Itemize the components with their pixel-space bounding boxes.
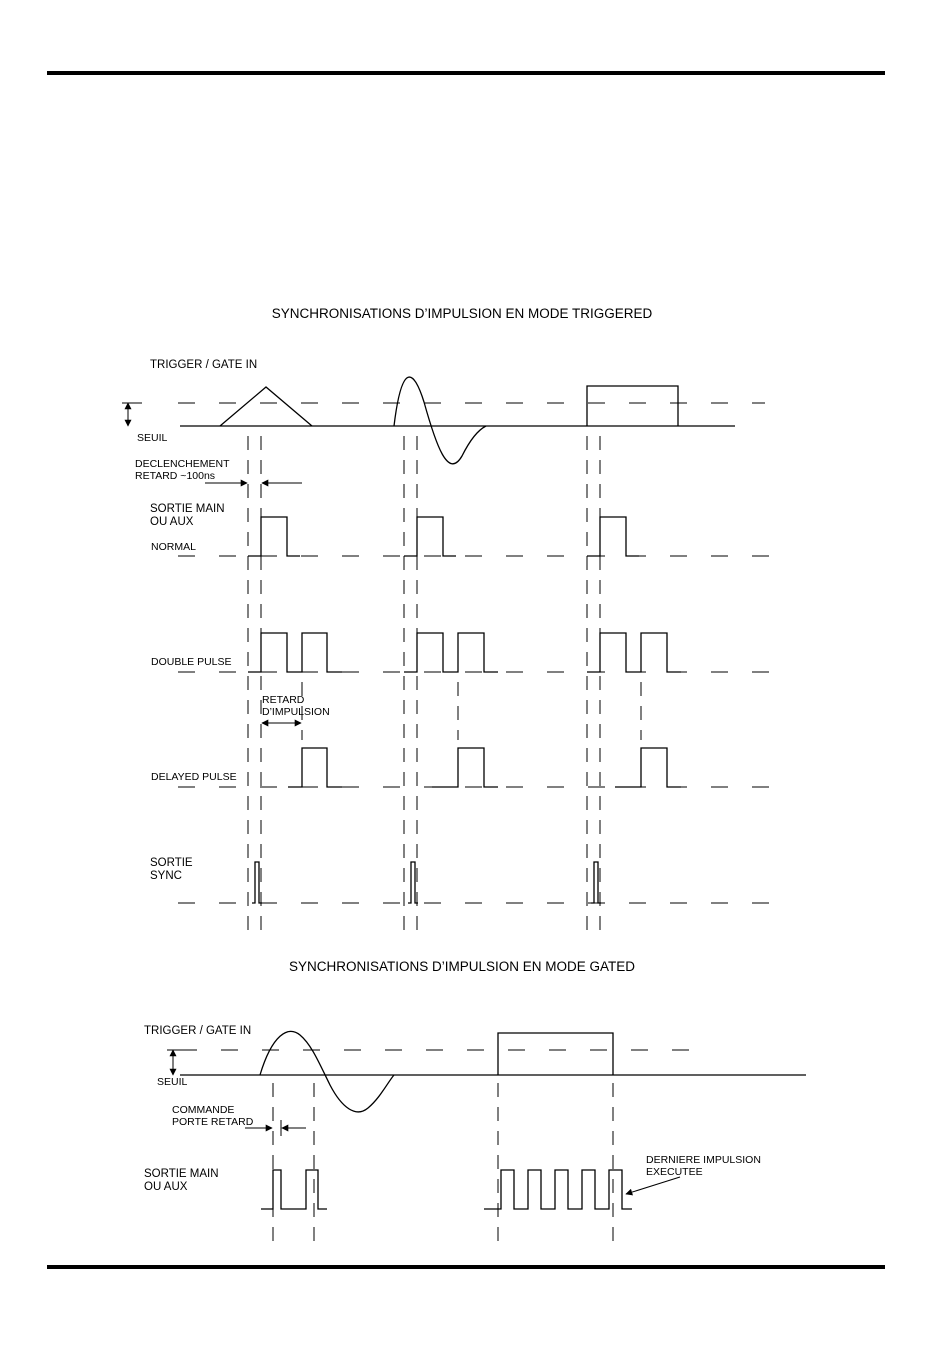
double-pulse-3	[587, 633, 681, 672]
gated-output-burst-2	[484, 1170, 632, 1209]
triggered-input-label: TRIGGER / GATE IN	[150, 359, 258, 371]
gated-output-label-2: OU AUX	[144, 1181, 188, 1193]
gated-output-burst-1	[261, 1170, 327, 1209]
gated-threshold-label: SEUIL	[157, 1076, 188, 1088]
gated-sine-wave	[260, 1031, 394, 1111]
delayed-pulse-2	[432, 748, 498, 787]
last-pulse-label-2: EXECUTEE	[646, 1166, 703, 1178]
delayed-pulse-1	[288, 748, 342, 787]
last-pulse-label-1: DERNIERE IMPULSION	[646, 1154, 761, 1166]
pulse-delay-label-2: D’IMPULSION	[262, 706, 330, 718]
triggered-threshold-label: SEUIL	[137, 432, 168, 444]
gate-delay-label-2: PORTE RETARD	[172, 1116, 254, 1128]
output-label-2: OU AUX	[150, 516, 194, 528]
sync-label-1: SORTIE	[150, 857, 193, 869]
sine-input-wave	[394, 377, 486, 464]
triangle-input-wave	[220, 387, 312, 426]
normal-pulse-2	[404, 517, 456, 556]
gated-square-wave	[498, 1033, 613, 1075]
last-pulse-arrow	[626, 1177, 680, 1194]
triggered-title: SYNCHRONISATIONS D’IMPULSION EN MODE TRIGGERED	[271, 306, 653, 321]
normal-pulse-1	[248, 517, 300, 556]
double-pulse-label: DOUBLE PULSE	[151, 656, 232, 668]
gated-input-label: TRIGGER / GATE IN	[144, 1025, 252, 1037]
sync-label-2: SYNC	[150, 870, 182, 882]
normal-label: NORMAL	[151, 541, 196, 553]
delayed-pulse-label: DELAYED PULSE	[151, 771, 237, 783]
normal-pulse-3	[587, 517, 639, 556]
double-pulse-1	[248, 633, 342, 672]
trigger-delay-label-1: DECLENCHEMENT	[135, 458, 230, 470]
pulse-delay-label-1: RETARD	[262, 694, 305, 706]
double-pulse-2	[404, 633, 498, 672]
gated-output-label-1: SORTIE MAIN	[144, 1168, 219, 1180]
delayed-pulse-3	[615, 748, 681, 787]
gated-title: SYNCHRONISATIONS D’IMPULSION EN MODE GATED	[288, 959, 636, 974]
triggered-section	[122, 306, 775, 930]
square-input-wave	[587, 386, 678, 426]
gate-delay-label-1: COMMANDE	[172, 1104, 235, 1116]
gated-section	[144, 959, 806, 1242]
output-label-1: SORTIE MAIN	[150, 503, 225, 515]
trigger-delay-label-2: RETARD ~100ns	[135, 470, 216, 482]
